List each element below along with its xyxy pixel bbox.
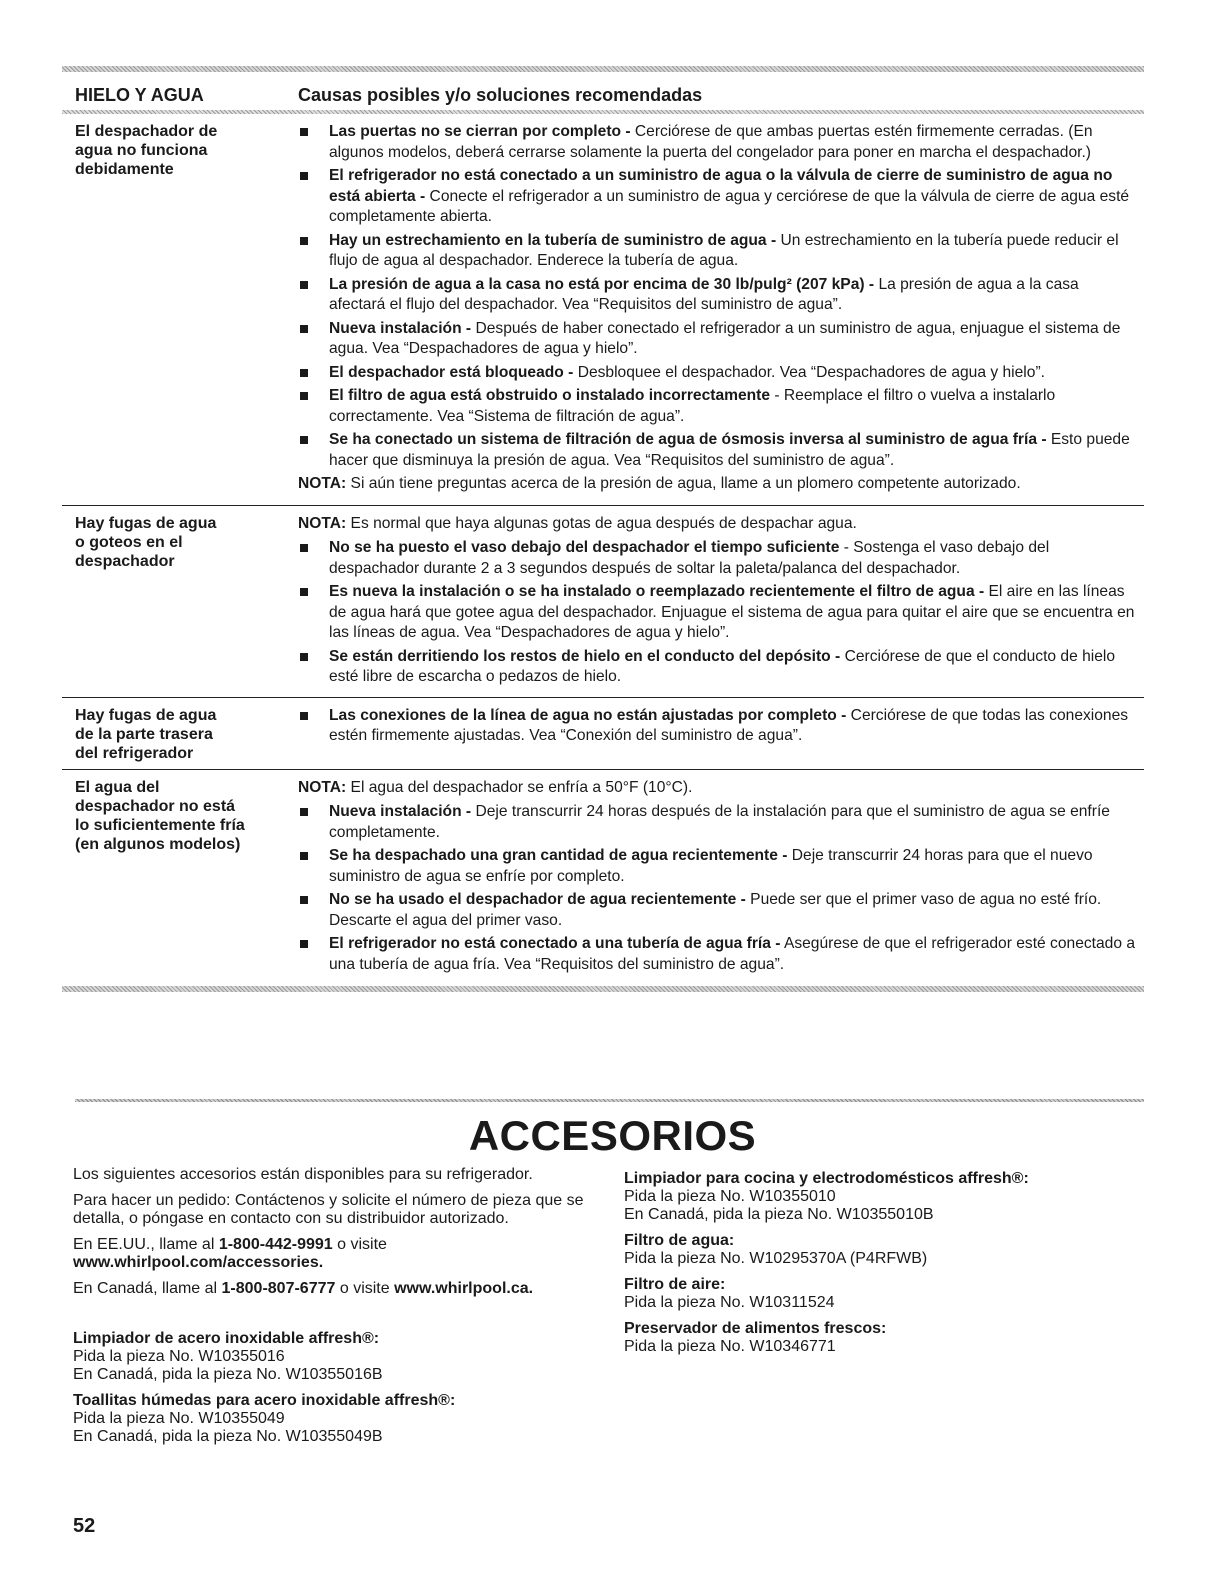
- left-product-list: [73, 1330, 593, 1446]
- solution-cause: No se ha puesto el vaso debajo del despachador el tiempo suficiente: [329, 539, 840, 556]
- solution-text: [329, 647, 1144, 688]
- solution-text: [329, 275, 1144, 316]
- product-part-number: Pida la pieza No. W10311524: [624, 1294, 835, 1311]
- product-entry: [624, 1232, 1144, 1268]
- solution-cause: El refrigerador no está conectado a un suministro de agua o la válvula de cierre de suministro de agua no está abierta -: [329, 167, 1113, 205]
- table-bottom-bar: [62, 986, 1144, 992]
- solution-text: [329, 430, 1144, 471]
- solution-text: [329, 582, 1144, 644]
- solution-cause: Nueva instalación -: [329, 803, 472, 820]
- solution-item: [298, 319, 1144, 360]
- accessories-divider: [75, 1099, 1144, 1102]
- product-name: Toallitas húmedas para acero inoxidable affresh®:: [73, 1392, 456, 1409]
- solution-cause: El filtro de agua está obstruido o instalado incorrectamente: [329, 387, 771, 404]
- product-name: Filtro de agua:: [624, 1232, 735, 1249]
- solution-item: [298, 802, 1144, 843]
- solution-cause: Es nueva la instalación o se ha instalado o reemplazado recientemente el filtro de agua -: [329, 583, 985, 600]
- solution-remedy: - Reemplace el filtro o vuelva a instalarlo correctamente. Vea “Sistema de filtración de agua”.: [329, 387, 1056, 425]
- square-bullet-icon: [298, 363, 329, 384]
- solution-remedy: Puede ser que el primer vaso de agua no esté frío. Descarte el agua del primer vaso.: [329, 891, 1102, 929]
- square-bullet-icon: [298, 706, 329, 747]
- us-prefix: En EE.UU., llame al: [73, 1236, 219, 1253]
- square-bullet-icon: [298, 934, 329, 975]
- product-part-number: Pida la pieza No. W10355010: [624, 1188, 836, 1205]
- note-label: NOTA:: [298, 514, 347, 532]
- note-top: [298, 514, 1144, 535]
- row-solutions: [298, 514, 1144, 691]
- solution-cause: Las puertas no se cierran por completo -: [329, 123, 631, 140]
- square-bullet-icon: [298, 319, 329, 360]
- solution-cause: Se ha despachado una gran cantidad de agua recientemente -: [329, 847, 788, 864]
- product-part-number: Pida la pieza No. W10355016: [73, 1348, 285, 1365]
- solution-remedy: El aire en las líneas de agua hará que gotee agua del despachador. Enjuague el sistema de agua para quitar el aire que se encuentra en las líneas de agua. Vea “Despachadores de agua y hielo”.: [329, 583, 1135, 641]
- solution-remedy: Cerciórese de que todas las conexiones estén firmemente ajustadas. Vea “Conexión del suministro de agua”.: [329, 706, 1129, 744]
- solution-remedy: Conecte el refrigerador a un suministro de agua y cerciórese de que la válvula de cierre de agua esté completamente abierta.: [329, 187, 1130, 225]
- troubleshooting-table: [62, 66, 1144, 992]
- solution-cause: Se están derritiendo los restos de hielo en el conducto del depósito -: [329, 647, 841, 665]
- product-name: Preservador de alimentos frescos:: [624, 1320, 887, 1337]
- row-solutions: [298, 706, 1144, 763]
- solution-cause: Las conexiones de la línea de agua no están ajustadas por completo -: [329, 706, 847, 724]
- solution-remedy: Desbloquee el despachador. Vea “Despachadores de agua y hielo”.: [573, 363, 1045, 381]
- accessories-us-contact: [73, 1236, 593, 1272]
- product-name: Limpiador de acero inoxidable affresh®:: [73, 1330, 380, 1347]
- solution-remedy: Un estrechamiento en la tubería puede reducir el flujo de agua al despachador. Enderece la tubería de agua.: [329, 231, 1119, 269]
- solution-cause: Hay un estrechamiento en la tubería de suministro de agua -: [329, 231, 777, 249]
- product-entry: [624, 1170, 1144, 1224]
- product-name: Limpiador para cocina y electrodomésticos affresh®:: [624, 1170, 1029, 1187]
- page-number: 52: [73, 1515, 96, 1537]
- note-top: [298, 778, 1144, 799]
- solution-text: [329, 319, 1144, 360]
- solution-item: [298, 890, 1144, 931]
- us-url-link[interactable]: www.whirlpool.com/accessories.: [73, 1254, 324, 1271]
- square-bullet-icon: [298, 647, 329, 688]
- square-bullet-icon: [298, 582, 329, 644]
- ca-prefix: En Canadá, llame al: [73, 1280, 222, 1297]
- solution-item: [298, 647, 1144, 688]
- note-label: NOTA:: [298, 778, 347, 796]
- solution-item: [298, 430, 1144, 471]
- solution-text: [329, 802, 1144, 843]
- solution-text: [329, 890, 1144, 931]
- product-entry: [73, 1330, 593, 1384]
- solution-item: [298, 934, 1144, 975]
- square-bullet-icon: [298, 275, 329, 316]
- solution-text: [329, 122, 1144, 163]
- product-part-number: En Canadá, pida la pieza No. W10355010B: [624, 1206, 934, 1223]
- ca-url-link[interactable]: www.whirlpool.ca.: [394, 1280, 534, 1297]
- solution-remedy: Cerciórese de que ambas puertas estén firmemente cerradas. (En algunos modelos, deberá cerrarse solamente la puerta del congelador para poner en marcha el despachador.): [329, 123, 1093, 161]
- square-bullet-icon: [298, 846, 329, 887]
- solution-remedy: Deje transcurrir 24 horas después de la instalación para que el suministro de agua se enfríe completamente.: [329, 803, 1110, 841]
- solution-remedy: Cerciórese de que el conducto de hielo esté libre de escarcha o pedazos de hielo.: [329, 647, 1116, 685]
- table-header: [62, 72, 1144, 106]
- solution-remedy: La presión de agua a la casa afectará el flujo del despachador. Vea “Requisitos del suministro de agua”.: [329, 275, 1079, 313]
- note-text: Si aún tiene preguntas acerca de la presión de agua, llame a un plomero competente autorizado.: [346, 475, 1021, 492]
- solution-item: [298, 275, 1144, 316]
- solution-text: [329, 386, 1144, 427]
- square-bullet-icon: [298, 231, 329, 272]
- row-solutions: [298, 122, 1144, 499]
- solution-remedy: Deje transcurrir 24 horas para que el nuevo suministro de agua se enfríe por completo.: [329, 847, 1093, 885]
- product-part-number: En Canadá, pida la pieza No. W10355049B: [73, 1428, 383, 1445]
- solution-text: [329, 538, 1144, 579]
- solution-cause: El refrigerador no está conectado a una tubería de agua fría -: [329, 935, 781, 952]
- solution-item: [298, 231, 1144, 272]
- row-problem: El agua del despachador no está lo suficientemente fría (en algunos modelos): [75, 778, 245, 853]
- solution-item: [298, 363, 1144, 384]
- square-bullet-icon: [298, 802, 329, 843]
- solution-item: [298, 846, 1144, 887]
- right-product-list: [624, 1170, 1144, 1356]
- solution-item: [298, 538, 1144, 579]
- note-bottom: [298, 474, 1144, 495]
- square-bullet-icon: [298, 890, 329, 931]
- accessories-order-info: Para hacer un pedido: Contáctenos y solicite el número de pieza que se detalla, o póngase en contacto con su distribuidor autorizado.: [73, 1192, 584, 1227]
- note-label: NOTA:: [298, 475, 347, 492]
- product-part-number: Pida la pieza No. W10355049: [73, 1410, 285, 1427]
- header-col2: Causas posibles y/o soluciones recomendadas: [298, 85, 703, 105]
- note-text: Es normal que haya algunas gotas de agua después de despachar agua.: [346, 514, 857, 532]
- us-phone: 1-800-442-9991: [218, 1236, 333, 1253]
- product-part-number: Pida la pieza No. W10346771: [624, 1338, 836, 1355]
- solution-remedy: Asegúrese de que el refrigerador esté conectado a una tubería de agua fría. Vea “Requisitos del suministro de agua”.: [329, 935, 1136, 973]
- solution-cause: Se ha conectado un sistema de filtración de agua de ósmosis inversa al suministro de agua fría -: [329, 431, 1047, 448]
- solution-item: [298, 122, 1144, 163]
- solution-text: [329, 231, 1144, 272]
- accessories-ca-contact: [73, 1280, 593, 1298]
- us-mid: o visite: [332, 1236, 387, 1253]
- product-entry: [73, 1392, 593, 1446]
- solution-text: [329, 706, 1144, 747]
- product-entry: [624, 1320, 1144, 1356]
- ca-mid: o visite: [335, 1280, 395, 1297]
- square-bullet-icon: [298, 386, 329, 427]
- header-col1: HIELO Y AGUA: [75, 85, 204, 105]
- product-part-number: En Canadá, pida la pieza No. W10355016B: [73, 1366, 383, 1383]
- table-row: [62, 114, 1144, 506]
- accessories-right-column: [624, 1170, 1144, 1364]
- table-row: [62, 698, 1144, 770]
- solution-text: [329, 934, 1144, 975]
- solution-text: [329, 363, 1144, 384]
- solution-item: [298, 582, 1144, 644]
- accessories-intro: Los siguientes accesorios están disponibles para su refrigerador.: [73, 1166, 533, 1183]
- solution-remedy: - Sostenga el vaso debajo del despachador durante 2 a 3 segundos después de soltar la paleta/palanca del despachador.: [329, 539, 1050, 577]
- table-row: [62, 506, 1144, 698]
- square-bullet-icon: [298, 166, 329, 228]
- table-body: [62, 114, 1144, 984]
- row-solutions: [298, 778, 1144, 979]
- solution-cause: Nueva instalación -: [329, 319, 472, 337]
- solution-text: [329, 846, 1144, 887]
- square-bullet-icon: [298, 430, 329, 471]
- row-problem: El despachador de agua no funciona debidamente: [75, 123, 218, 178]
- square-bullet-icon: [298, 538, 329, 579]
- solution-cause: La presión de agua a la casa no está por encima de 30 lb/pulg² (207 kPa) -: [329, 275, 875, 293]
- accessories-title: ACCESORIOS: [468, 1112, 757, 1159]
- solution-cause: No se ha usado el despachador de agua recientemente -: [329, 891, 746, 908]
- square-bullet-icon: [298, 122, 329, 163]
- solution-text: [329, 166, 1144, 228]
- row-problem: Hay fugas de agua o goteos en el despachador: [75, 514, 217, 570]
- table-row: [62, 770, 1144, 985]
- row-problem: Hay fugas de agua de la parte trasera del refrigerador: [75, 706, 217, 762]
- ca-phone: 1-800-807-6777: [221, 1280, 336, 1297]
- product-name: Filtro de aire:: [624, 1276, 726, 1293]
- solution-remedy: Después de haber conectado el refrigerador a un suministro de agua, enjuague el sistema de agua. Vea “Despachadores de agua y hielo”.: [329, 319, 1121, 357]
- product-entry: [624, 1276, 1144, 1312]
- solution-item: [298, 706, 1144, 747]
- product-part-number: Pida la pieza No. W10295370A (P4RFWB): [624, 1250, 928, 1267]
- solution-item: [298, 166, 1144, 228]
- note-text: El agua del despachador se enfría a 50°F (10°C).: [346, 778, 693, 796]
- accessories-left-column: [73, 1166, 593, 1454]
- solution-cause: El despachador está bloqueado -: [329, 363, 574, 381]
- solution-item: [298, 386, 1144, 427]
- solution-remedy: Esto puede hacer que disminuya la presión de agua. Vea “Requisitos del suministro de agua”.: [329, 431, 1130, 469]
